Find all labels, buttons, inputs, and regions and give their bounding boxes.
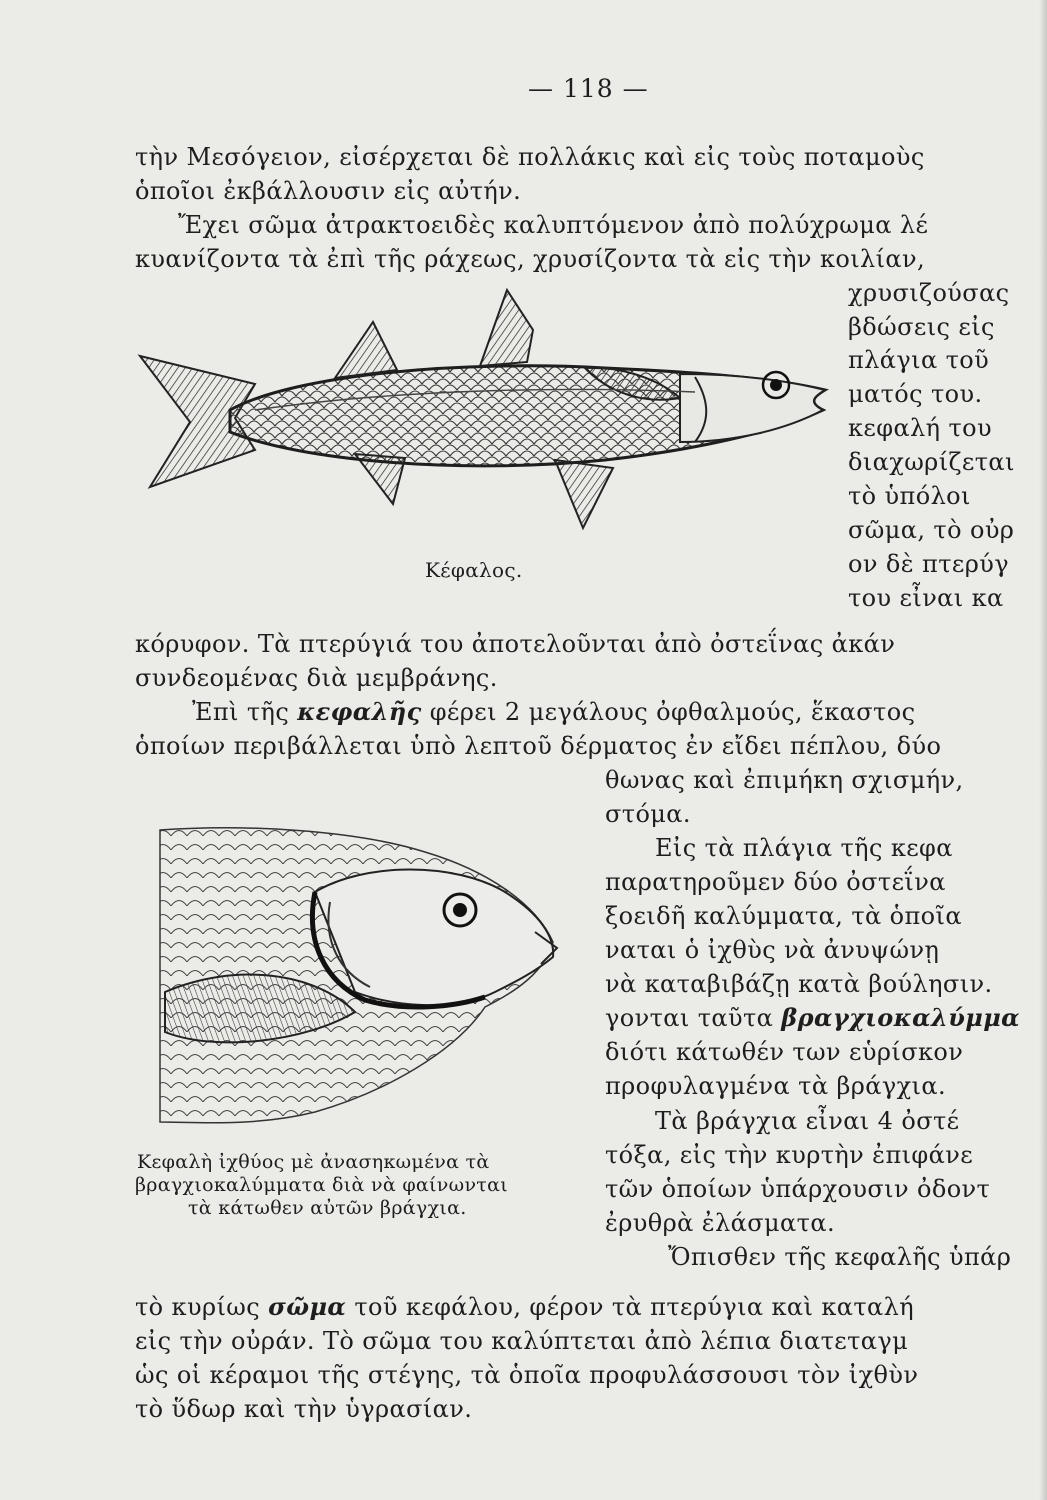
fish-head-gills-illustration [155, 822, 575, 1142]
text-line: κυανίζοντα τὰ ἐπὶ τῆς ράχεως, χρυσίζοντα τὰ εἰς τὴν κοιλίαν, [135, 245, 926, 273]
page-edge-shadow [1039, 0, 1047, 1500]
text-line: ὡς οἱ κέραμοι τῆς στέγης, τὰ ὁποῖα προφυλάσσουσι τὸν ἰχθὺν [135, 1361, 919, 1389]
emphasis-term: κεφαλῆς [297, 697, 422, 726]
text-line: τόξα, εἰς τὴν κυρτὴν ἐπιφάνε [605, 1141, 974, 1169]
text-line: γονται ταῦτα βραγχιοκαλύμμα [605, 1003, 1021, 1032]
text-line: ὁποίων περιβάλλεται ὑπὸ λεπτοῦ δέρματος ἐν εἴδει πέπλου, δύο [135, 732, 942, 760]
text-line: τὸ ὕδωρ καὶ τὴν ὑγρασίαν. [135, 1395, 473, 1423]
text-line: Ἔχει σῶμα ἀτρακτοειδὲς καλυπτόμενον ἀπὸ πολύχρωμα λέ [178, 211, 929, 239]
text-line: τὸ ὑπόλοι [848, 482, 971, 510]
text-line: στόμα. [605, 800, 691, 828]
mullet-fish-illustration [135, 282, 835, 532]
text-line: Ἐπὶ τῆς κεφαλῆς φέρει 2 μεγάλους ὀφθαλμούς, ἕκαστος [192, 697, 916, 726]
emphasis-term: σῶμα [268, 1292, 347, 1321]
text-line: διότι κάτωθέν των εὑρίσκον [605, 1038, 964, 1066]
text-line: Τὰ βράγχια εἶναι 4 ὀστέ [655, 1107, 960, 1135]
page-number: — 118 — [528, 74, 649, 103]
text-line: τὴν Μεσόγειον, εἰσέρχεται δὲ πολλάκις καὶ εἰς τοὺς ποταμοὺς [135, 143, 925, 171]
text-line: διαχωρίζεται [848, 448, 1015, 476]
text-line: νὰ καταβιβάζῃ κατὰ βούλησιν. [605, 970, 993, 998]
text-line: θωνας καὶ ἐπιμήκη σχισμήν, [605, 766, 964, 794]
text-line: Ὄπισθεν τῆς κεφαλῆς ὑπάρ [668, 1243, 1012, 1271]
text-line: παρατηροῦμεν δύο ὀστεΐνα [605, 868, 946, 896]
text-line: κεφαλή του [848, 414, 992, 442]
text-line: προφυλαγμένα τὰ βράγχια. [605, 1072, 946, 1100]
text-line: ὁποῖοι ἐκβάλλουσιν εἰς αὐτήν. [135, 177, 522, 205]
text-line: τὸ κυρίως σῶμα τοῦ κεφάλου, φέρον τὰ πτερύγια καὶ καταλή [135, 1292, 915, 1321]
figure-caption-line: βραγχιοκαλύμματα διὰ νὰ φαίνωνται [135, 1174, 508, 1196]
text-line: βδώσεις εἰς [848, 313, 995, 341]
text-line: ναται ὁ ἰχθὺς νὰ ἀνυψώνῃ [605, 936, 940, 964]
text-line: ἐρυθρὰ ἐλάσματα. [605, 1209, 835, 1237]
text-line: ον δὲ πτερύγ [848, 550, 1009, 578]
text-line: συνδεομένας διὰ μεμβράνης. [135, 664, 498, 692]
figure-caption-line: τὰ κάτωθεν αὐτῶν βράγχια. [188, 1197, 467, 1219]
text-line: κόρυφον. Τὰ πτερύγιά του ἀποτελοῦνται ἀπὸ ὀστεΐνας ἀκάν [135, 630, 896, 658]
text-line: Εἰς τὰ πλάγια τῆς κεφα [655, 834, 953, 862]
text-line: ξοειδῆ καλύμματα, τὰ ὁποῖα [605, 902, 962, 930]
figure-caption-line: Κεφαλὴ ἰχθύος μὲ ἀνασηκωμένα τὰ [137, 1151, 490, 1173]
figure-caption: Κέφαλος. [425, 558, 523, 582]
text-line: πλάγια τοῦ [848, 346, 990, 374]
text-line: τῶν ὁποίων ὑπάρχουσιν ὀδοντ [605, 1175, 991, 1203]
emphasis-term: βραγχιοκαλύμμα [781, 1003, 1021, 1032]
text-line: ματός του. [848, 380, 983, 408]
text-line: του εἶναι κα [848, 584, 1004, 612]
text-line: εἰς τὴν οὐράν. Τὸ σῶμα του καλύπτεται ἀπὸ λέπια διατεταγμ [135, 1327, 909, 1355]
text-line: σῶμα, τὸ οὐρ [848, 516, 1015, 544]
text-line: χρυσιζούσας [848, 279, 1010, 307]
